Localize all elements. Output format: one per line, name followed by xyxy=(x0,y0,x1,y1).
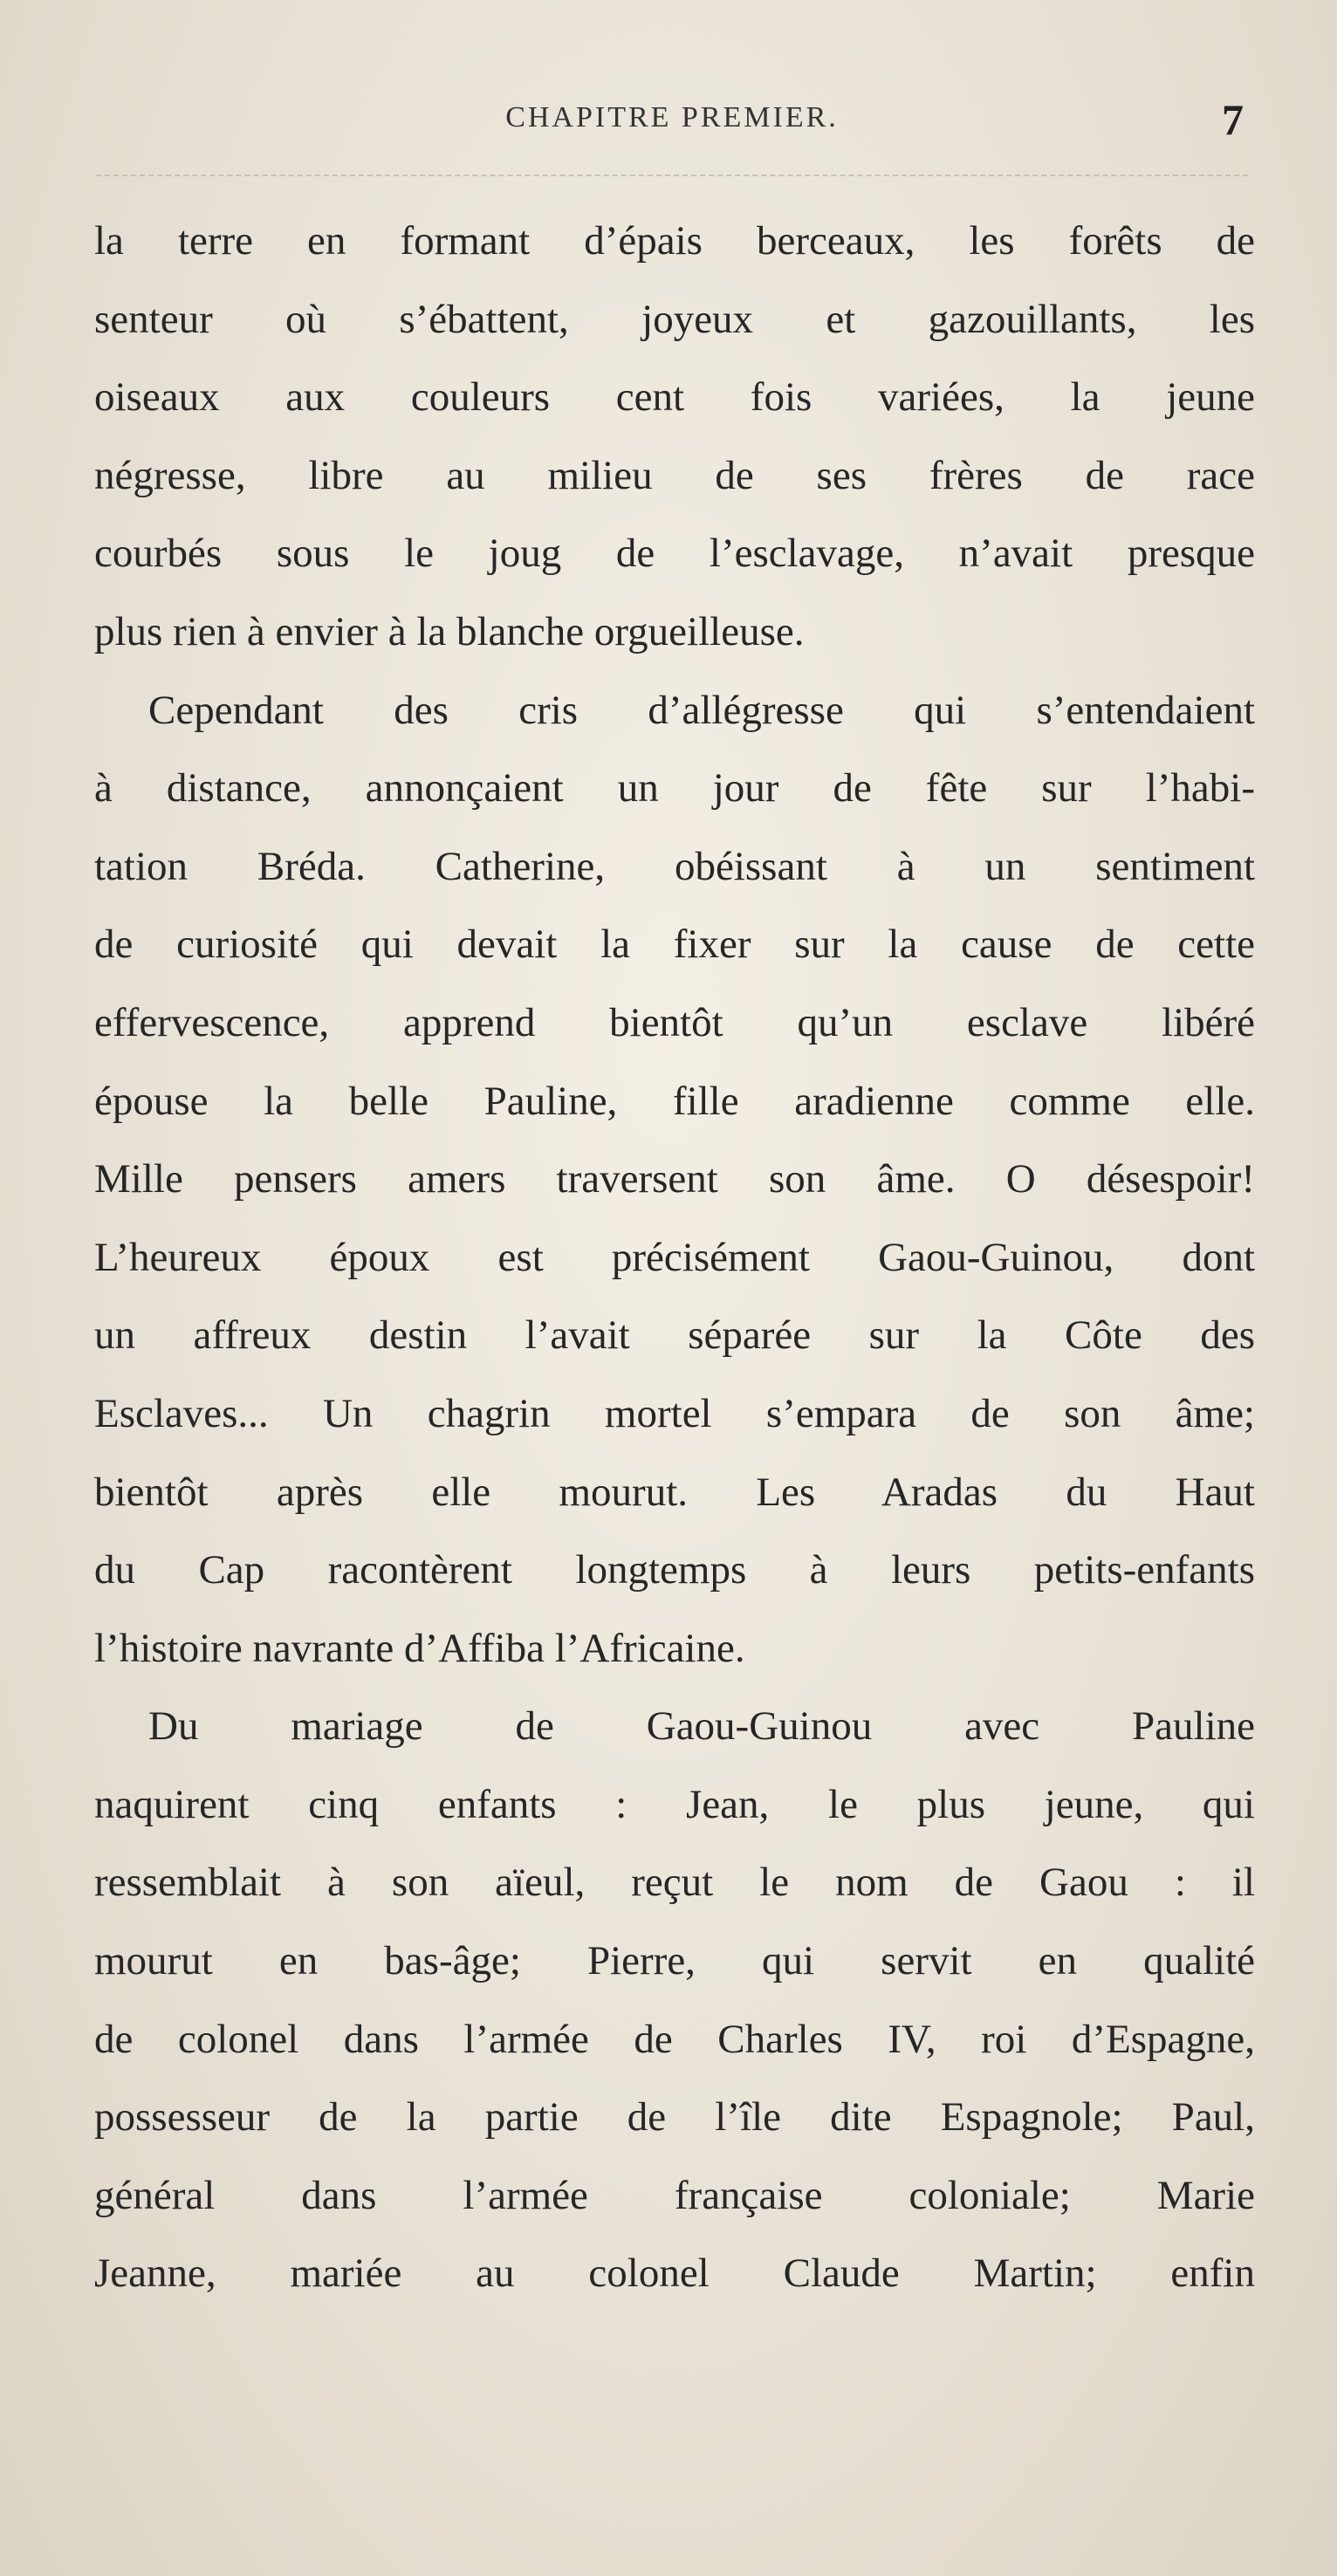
text-line: L’heureux époux est précisément Gaou-Guinou, dont xyxy=(94,1234,1255,1280)
text-line: l’histoire navrante d’Affiba l’Africaine. xyxy=(94,1625,745,1671)
text-line: Cependant des cris d’allégresse qui s’entendaient xyxy=(148,687,1255,733)
page-number: 7 xyxy=(1222,95,1244,144)
text-line: de curiosité qui devait la fixer sur la cause de cette xyxy=(94,921,1255,968)
text-line: Esclaves... Un chagrin mortel s’empara de son âme; xyxy=(94,1390,1255,1436)
text-line: oiseaux aux couleurs cent fois variées, la jeune xyxy=(94,374,1255,421)
text-line: tation Bréda. Catherine, obéissant à un sentiment xyxy=(94,843,1255,889)
text-line: épouse la belle Pauline, fille aradienne comme elle. xyxy=(94,1078,1255,1124)
text-line: Du mariage de Gaou-Guinou avec Pauline xyxy=(148,1703,1255,1750)
text-line: de colonel dans l’armée de Charles IV, roi d’Espagne, xyxy=(94,2016,1255,2062)
text-line: Mille pensers amers traversent son âme. O désespoir! xyxy=(94,1156,1255,1202)
text-line: effervescence, apprend bientôt qu’un esclave libéré xyxy=(94,999,1255,1045)
text-line: plus rien à envier à la blanche orgueilleuse. xyxy=(94,608,805,654)
text-line: négresse, libre au milieu de ses frères de race xyxy=(94,452,1255,498)
text-line: un affreux destin l’avait séparée sur la Côte des xyxy=(94,1312,1255,1359)
text-line: la terre en formant d’épais berceaux, les forêts de xyxy=(94,218,1255,264)
text-line: possesseur de la partie de l’île dite Espagnole; Paul, xyxy=(94,2094,1255,2141)
text-line: ressemblait à son aïeul, reçut le nom de Gaou : il xyxy=(94,1860,1255,1906)
header-rule xyxy=(96,175,1248,176)
text-line: mourut en bas-âge; Pierre, qui servit en qualité xyxy=(94,1938,1255,1984)
text-line: bientôt après elle mourut. Les Aradas du Haut xyxy=(94,1469,1255,1515)
text-line: Jeanne, mariée au colonel Claude Martin; enfin xyxy=(94,2251,1255,2297)
text-line: naquirent cinq enfants : Jean, le plus jeune, qui xyxy=(94,1781,1255,1827)
text-line: général dans l’armée française coloniale; Marie xyxy=(94,2172,1255,2218)
running-head: CHAPITRE PREMIER. xyxy=(505,101,839,134)
text-line: senteur où s’ébattent, joyeux et gazouillants, les xyxy=(94,296,1255,342)
text-line: courbés sous le joug de l’esclavage, n’avait presque xyxy=(94,531,1255,577)
page-header xyxy=(96,94,1248,155)
text-line: du Cap racontèrent longtemps à leurs petits-enfants xyxy=(94,1547,1255,1593)
body-text xyxy=(94,202,1255,2313)
text-line: à distance, annonçaient un jour de fête sur l’habi- xyxy=(94,765,1255,812)
